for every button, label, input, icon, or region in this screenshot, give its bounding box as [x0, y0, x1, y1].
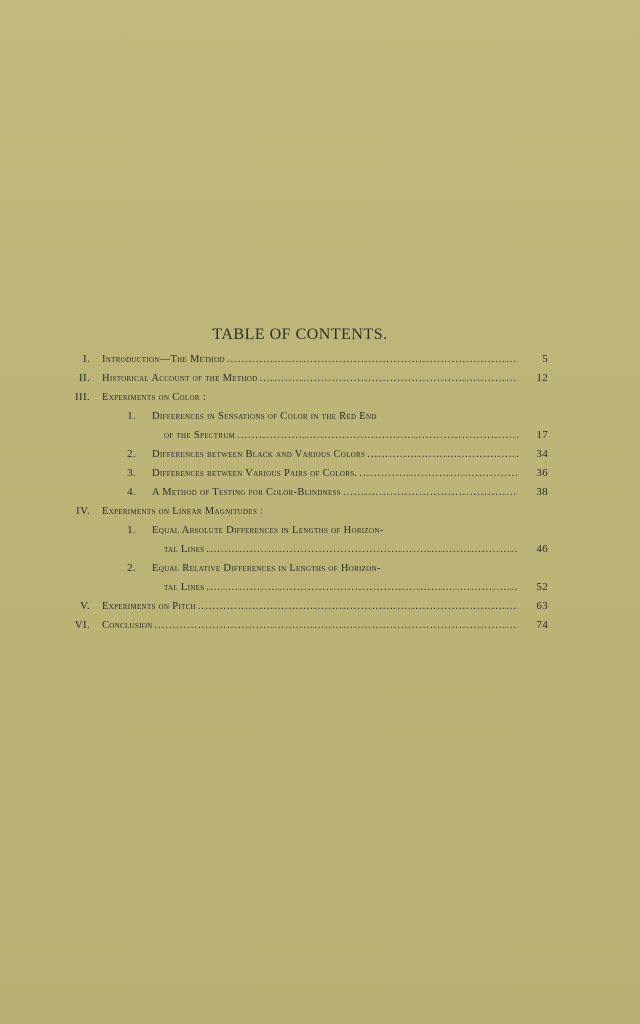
- leader-dots: [227, 350, 518, 369]
- toc-entry-number: III.: [75, 391, 90, 403]
- toc-subentry-number: 3.: [127, 467, 136, 479]
- toc-subentry: [58, 407, 548, 426]
- page-title: TABLE OF CONTENTS.: [212, 326, 388, 343]
- leader-dots: [260, 369, 518, 388]
- toc-entry-label: Conclusion: [102, 620, 153, 631]
- toc-entry-number: I.: [82, 353, 90, 365]
- toc-subentry-number: 2.: [127, 562, 136, 574]
- toc-entry-page: 63: [536, 600, 548, 612]
- toc-subentry-continuation: [58, 426, 548, 445]
- toc-entry-label: tal Lines: [164, 544, 205, 555]
- toc-entry-label: Historical Account of the Method: [102, 373, 258, 384]
- toc-subentry: [58, 483, 548, 502]
- toc-subentry: [58, 464, 548, 483]
- leader-dots: [237, 426, 518, 445]
- toc-subentry-continuation: [58, 578, 548, 597]
- leader-dots: [198, 597, 518, 616]
- toc-subentry: [58, 445, 548, 464]
- toc-entry-page: 5: [542, 353, 548, 365]
- toc-entry-number: IV.: [76, 505, 90, 517]
- toc-entry: [58, 388, 548, 407]
- toc-entry-page: 46: [536, 543, 548, 555]
- leader-dots: [367, 445, 518, 464]
- toc-subentry: [58, 521, 548, 540]
- toc-entry-label: Differences between Black and Various Colors: [152, 449, 366, 460]
- toc-subentry-number: 4.: [127, 486, 136, 498]
- leader-dots: [154, 616, 518, 635]
- toc-entry: [58, 350, 548, 369]
- toc-entry-page: 74: [536, 619, 548, 631]
- toc-entry-label: A Method of Testing for Color-Blindness: [152, 487, 341, 498]
- toc-entry-label: Experiments on Linear Magnitudes :: [102, 506, 264, 517]
- toc-entry-page: 34: [536, 448, 548, 460]
- table-of-contents: [58, 350, 548, 635]
- toc-entry-page: 36: [536, 467, 548, 479]
- toc-entry-number: II.: [79, 372, 90, 384]
- toc-subentry-continuation: [58, 540, 548, 559]
- toc-entry: [58, 502, 548, 521]
- toc-entry-page: 38: [536, 486, 548, 498]
- toc-entry-label: Equal Absolute Differences in Lengths of Horizon-: [152, 525, 384, 536]
- toc-entry-label: Differences between Various Pairs of Colors.: [152, 468, 358, 479]
- leader-dots: [343, 483, 518, 502]
- toc-subentry-number: 1.: [127, 524, 136, 536]
- toc-entry: [58, 616, 548, 635]
- toc-entry: [58, 369, 548, 388]
- toc-entry-page: 52: [536, 581, 548, 593]
- toc-entry-label: Equal Relative Differences in Lengths of Horizon-: [152, 563, 381, 574]
- toc-entry-label: Introduction—The Method: [102, 354, 225, 365]
- leader-dots: [206, 540, 518, 559]
- leader-dots: [359, 464, 518, 483]
- toc-entry-number: VI.: [74, 619, 90, 631]
- toc-entry-number: V.: [80, 600, 90, 612]
- toc-subentry-number: 1.: [127, 410, 136, 422]
- toc-subentry-number: 2.: [127, 448, 136, 460]
- toc-entry-label: Differences in Sensations of Color in the Red End: [152, 411, 377, 422]
- toc-entry-page: 12: [536, 372, 548, 384]
- toc-entry-label: of the Spectrum: [164, 430, 236, 441]
- toc-entry-label: tal Lines: [164, 582, 205, 593]
- toc-entry-label: Experiments on Color :: [102, 392, 206, 403]
- leader-dots: [206, 578, 518, 597]
- toc-entry-label: Experiments on Pitch: [102, 601, 196, 612]
- toc-entry: [58, 597, 548, 616]
- toc-entry-page: 17: [536, 429, 548, 441]
- toc-subentry: [58, 559, 548, 578]
